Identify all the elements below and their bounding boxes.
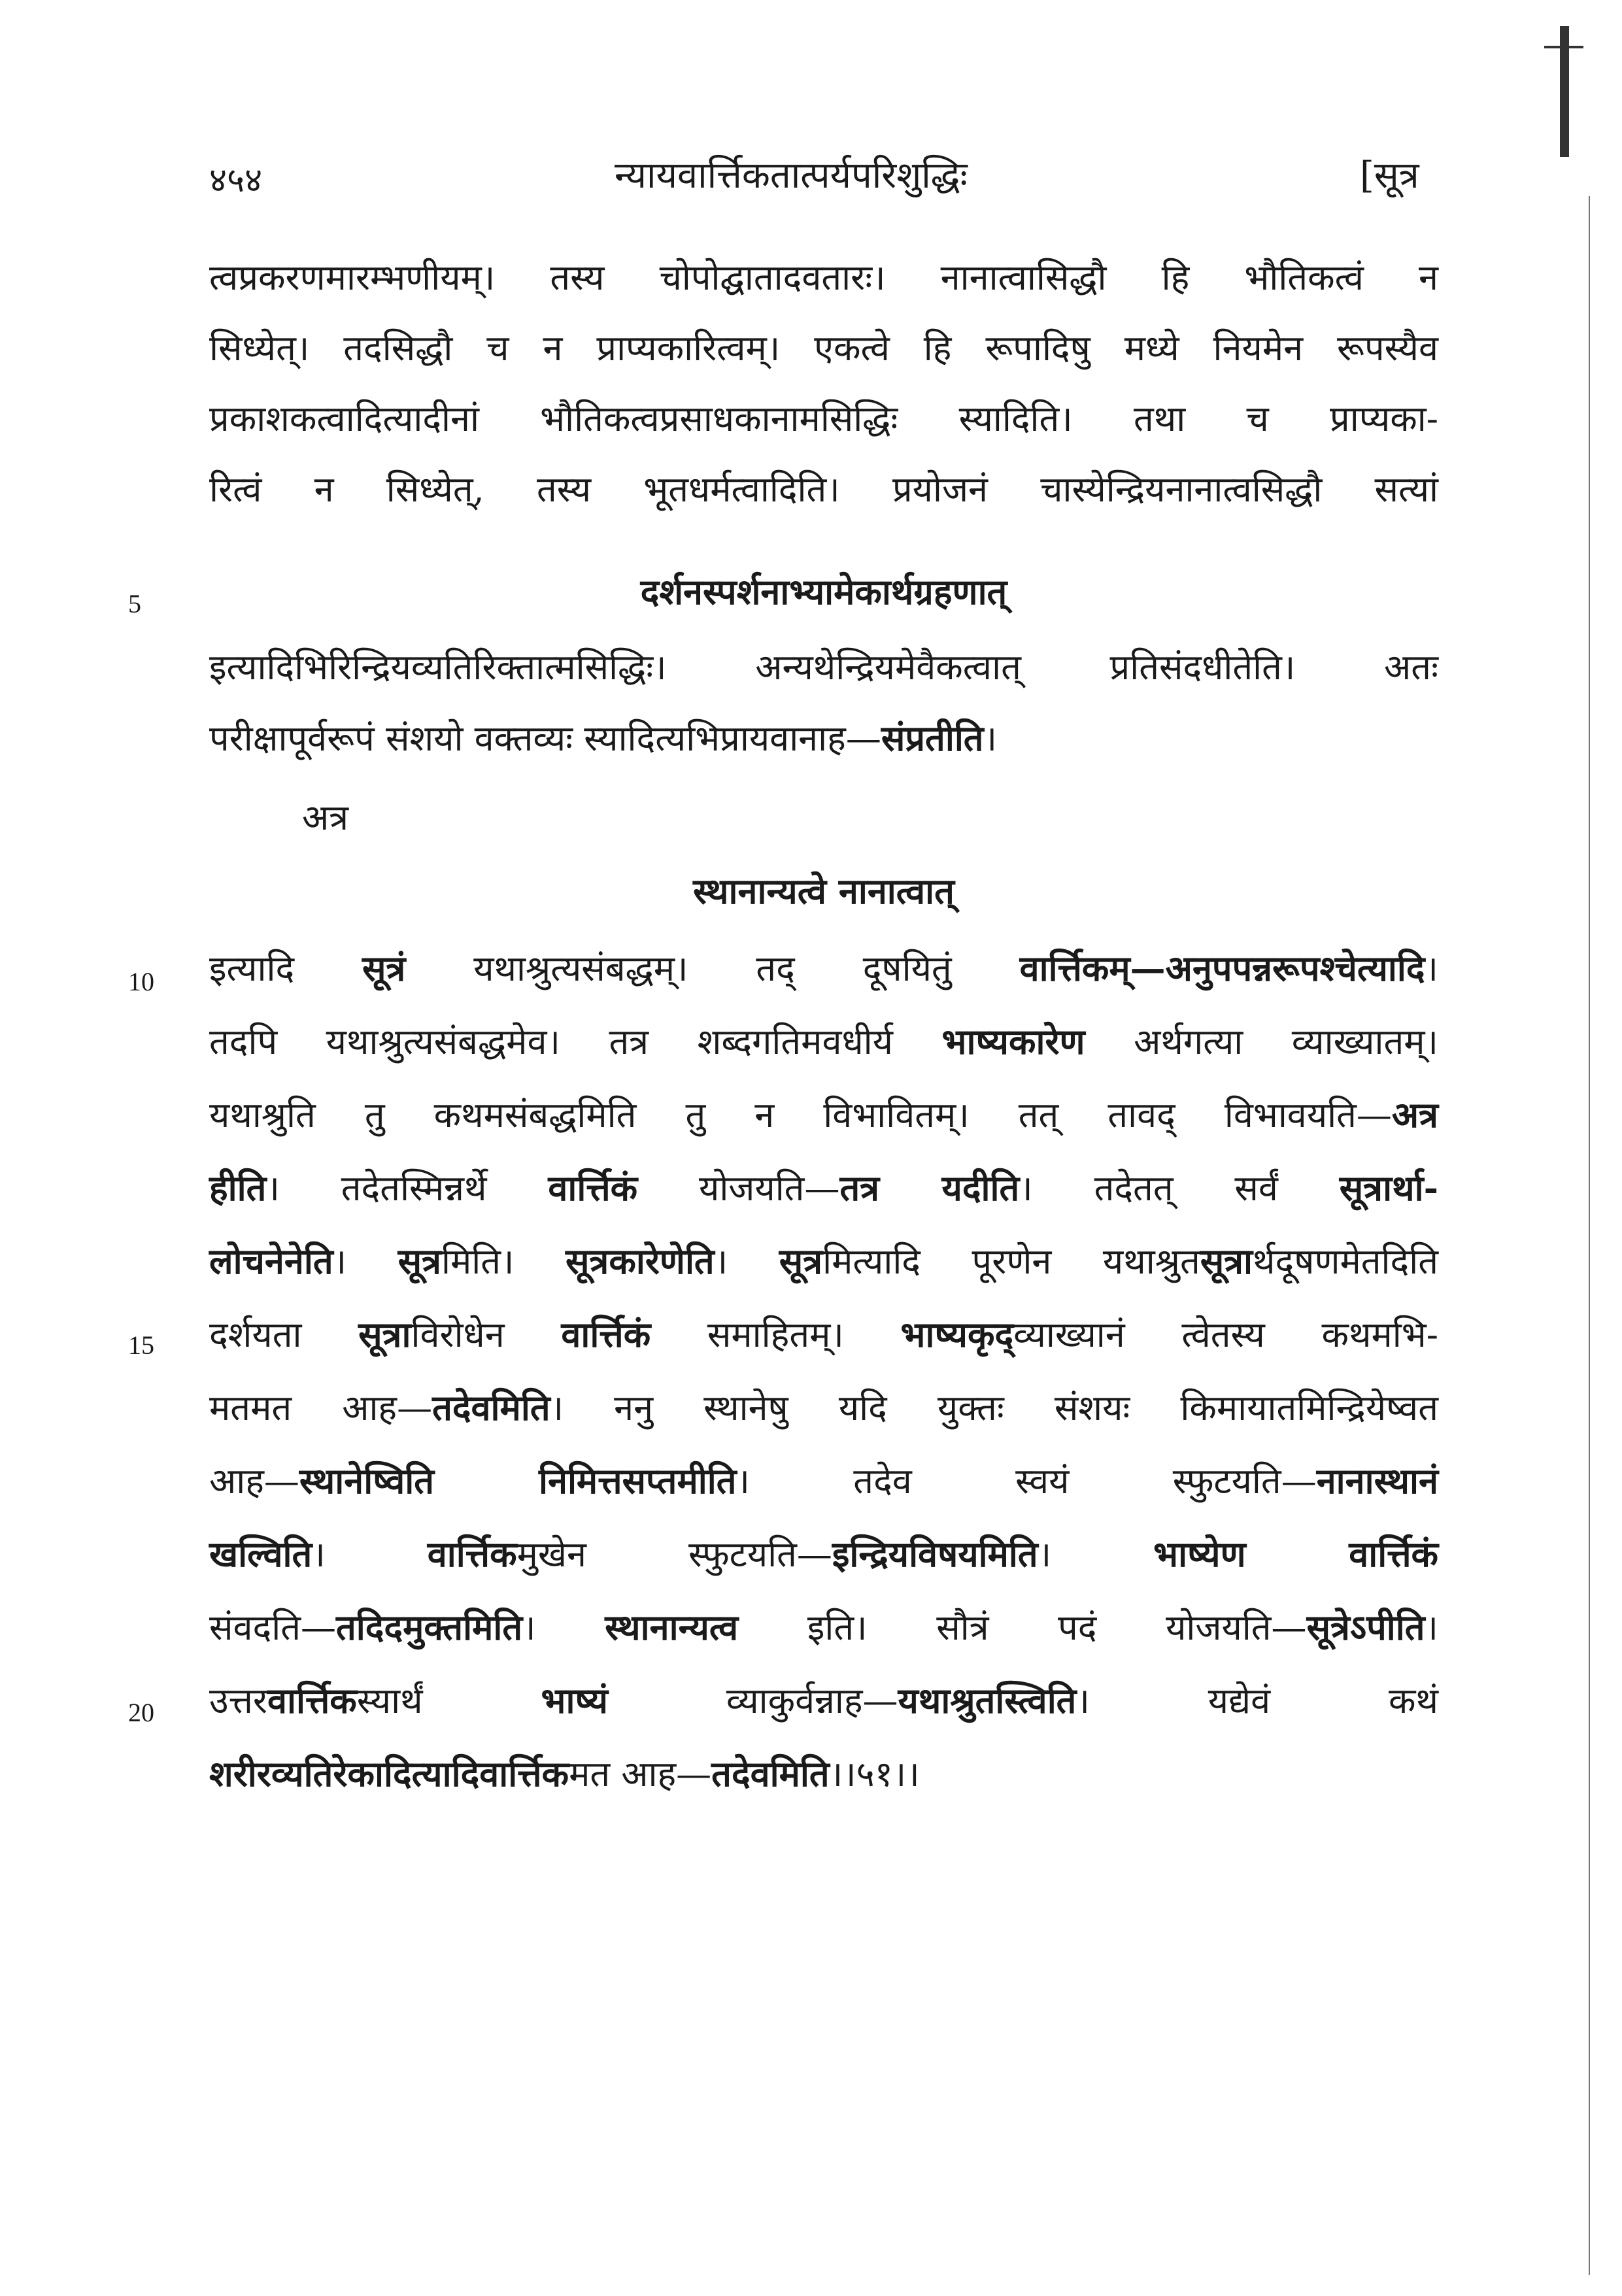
text-run: । (983, 718, 998, 759)
bold-term: यथाश्रुतस्त्विति (898, 1680, 1077, 1721)
text-line-15 (209, 1305, 1438, 1364)
text-run: मुखेन स्फुटयति— (516, 1534, 832, 1575)
text-run: । (1425, 1607, 1438, 1648)
text-line-11 (209, 1012, 1438, 1072)
bold-term: इन्द्रियविषयमिति (832, 1533, 1038, 1575)
text-run: अर्थगत्या व्याख्यातम्। (1085, 1021, 1439, 1062)
page-number: ४५४ (209, 161, 263, 200)
text-line-20 (209, 1671, 1438, 1730)
bold-term: तदेवमिति (711, 1753, 830, 1795)
text-run: । (1425, 948, 1438, 989)
text-run: आह— (209, 1460, 299, 1502)
line-number-5: 5 (128, 589, 141, 618)
bold-term: शरीरव्यतिरेकादित्यादि (209, 1753, 480, 1795)
bold-term: नानास्थानं (1316, 1460, 1439, 1502)
bold-term: खल्विति (209, 1533, 313, 1575)
bold-term: सूत्रा (1200, 1240, 1253, 1282)
bold-term: वार्त्तिक (427, 1533, 517, 1575)
text-run: योजयति— (637, 1168, 840, 1209)
text-run: समाहितम्। (650, 1314, 901, 1355)
text-run: मित्यादि पूरणेन यथाश्रुत (822, 1241, 1200, 1282)
scan-edge-line (1589, 196, 1590, 2275)
text-line-8: अत्र (302, 797, 349, 838)
text-run: मतमत आह— (209, 1387, 433, 1428)
text-run: इति। सौत्रं पदं योजयति— (738, 1607, 1307, 1648)
text-run: यथाश्रुत्यसंबद्धम्। तद् दूषयितुं (405, 948, 1020, 989)
text-line-18 (209, 1525, 1438, 1584)
text-run: परीक्षापूर्वरूपं संशयो वक्तव्यः स्यादित्यभिप्रायवानाह— (209, 718, 881, 759)
text-run: उत्तर (209, 1680, 267, 1721)
text-line-3: प्रकाशकत्वादित्यादीनां भौतिकत्वप्रसाधकानामसिद्धिः स्यादिति। तथा च प्राप्यका- (209, 398, 1438, 439)
text-run: व्याख्यानं त्वेतस्य कथमभि- (1013, 1314, 1439, 1355)
text-run: । यद्येवं कथं (1076, 1680, 1439, 1721)
text-run: तदपि यथाश्रुत्यसंबद्धमेव। तत्र शब्दगतिमवधीर्य (209, 1021, 942, 1062)
text-line-7 (209, 709, 1438, 768)
bold-term: सूत्रकारेणेति (566, 1240, 715, 1282)
text-line-17 (209, 1451, 1438, 1511)
text-run: । तदेतस्मिन्नर्थे (266, 1168, 549, 1209)
running-title: न्यायवार्त्तिकतात्पर्यपरिशुद्धिः (615, 154, 968, 197)
bold-term: स्थानान्यत्व (605, 1606, 739, 1648)
text-run: र्थदूषणमेतदिति (1253, 1241, 1438, 1282)
text-line-10 (209, 939, 1438, 998)
bold-term: सूत्रं (362, 947, 406, 989)
bold-term: लोचनेनेति (209, 1240, 333, 1282)
text-run: विरोधेन (411, 1314, 562, 1355)
line-number-15: 15 (128, 1330, 154, 1360)
text-run: । (522, 1607, 605, 1648)
sutra-heading-2: स्थानान्यत्वे नानात्वात् (693, 870, 955, 912)
text-line-13 (209, 1158, 1438, 1218)
text-line-6: इत्यादिभिरिन्द्रियव्यतिरिक्तात्मसिद्धिः। अन्यथेन्द्रियमेवैकत्वात् प्रतिसंदधीतेति। अतः (209, 647, 1438, 688)
bold-term: वार्त्तिकम्—अनुपपन्नरूपश्चेत्यादि (1019, 947, 1425, 989)
bold-term: तदिदमुक्तमिति (335, 1606, 523, 1648)
text-run: स्यार्थं (356, 1680, 541, 1721)
bold-term: सूत्र (779, 1240, 823, 1282)
text-run: । ननु स्थानेषु यदि युक्तः संशयः किमायातमिन्द्रियेष्वत (550, 1387, 1438, 1428)
text-run: । (714, 1241, 779, 1282)
bold-term: स्थानेष्विति निमित्तसप्तमीति (299, 1460, 737, 1502)
text-run: । (333, 1241, 398, 1282)
text-run: ।।५१।। (829, 1753, 920, 1795)
bold-term: भाष्यकृद् (900, 1313, 1014, 1355)
sutra-heading-1: दर्शनस्पर्शनाभ्यामेकार्थग्रहणात् (640, 571, 1007, 613)
text-line-12 (209, 1085, 1438, 1145)
text-run: यथाश्रुति तु कथमसंबद्धमिति तु न विभावितम्। तत् तावद् विभावयति— (209, 1094, 1392, 1136)
bold-term: सूत्रा (358, 1313, 411, 1355)
text-run: व्याकुर्वन्नाह— (607, 1680, 898, 1721)
bold-term: वार्त्तिक (479, 1753, 569, 1795)
section-marker: [सूत्र (1360, 154, 1419, 197)
text-run: मिति। (441, 1241, 566, 1282)
text-run: इत्यादि (209, 948, 363, 989)
text-run: । तदेतत् सर्वं (1019, 1168, 1340, 1209)
bold-term: हीति (209, 1167, 267, 1209)
text-line-16 (209, 1378, 1438, 1438)
text-run: । (1038, 1534, 1154, 1575)
bold-term: सूत्रार्था- (1339, 1167, 1438, 1209)
bold-term: वार्त्तिकं (561, 1313, 651, 1355)
bold-term: अत्र (1391, 1094, 1438, 1136)
bold-term: वार्त्तिक (267, 1680, 357, 1721)
bold-term: संप्रतीति (881, 717, 984, 759)
text-line-2: सिध्येत्। तदसिद्धौ च न प्राप्यकारित्वम्। एकत्वे हि रूपादिषु मध्ये नियमेन रूपस्यैव (209, 328, 1438, 369)
text-run: । (312, 1534, 428, 1575)
bold-term: तदेवमिति (432, 1387, 550, 1428)
text-line-4: रित्वं न सिध्येत्, तस्य भूतधर्मत्वादिति। प्रयोजनं चास्येन्द्रियनानात्वसिद्धौ सत्यां (209, 469, 1438, 510)
bold-term: वार्त्तिकं (548, 1167, 638, 1209)
scan-binding-tick (1544, 46, 1583, 48)
text-run: । तदेव स्वयं स्फुटयति— (736, 1460, 1317, 1502)
text-line-14 (209, 1232, 1438, 1291)
text-line-1: त्वप्रकरणमारम्भणीयम्। तस्य चोपोद्घातादवतारः। नानात्वासिद्धौ हि भौतिकत्वं न (209, 257, 1438, 298)
bold-term: सूत्र (397, 1240, 441, 1282)
bold-term: सूत्रेऽपीति (1306, 1606, 1425, 1648)
line-number-20: 20 (128, 1698, 154, 1727)
bold-term: तत्र यदीति (839, 1167, 1020, 1209)
text-run: संवदति— (209, 1607, 336, 1648)
text-run: मत आह— (569, 1753, 712, 1795)
line-number-10: 10 (128, 967, 154, 996)
text-line-21 (209, 1744, 1438, 1804)
text-line-19 (209, 1598, 1438, 1657)
bold-term: भाष्येण वार्त्तिकं (1153, 1533, 1439, 1575)
text-run: दर्शयता (209, 1314, 359, 1355)
bold-term: भाष्यकारेण (941, 1021, 1085, 1062)
bold-term: भाष्यं (541, 1680, 608, 1721)
